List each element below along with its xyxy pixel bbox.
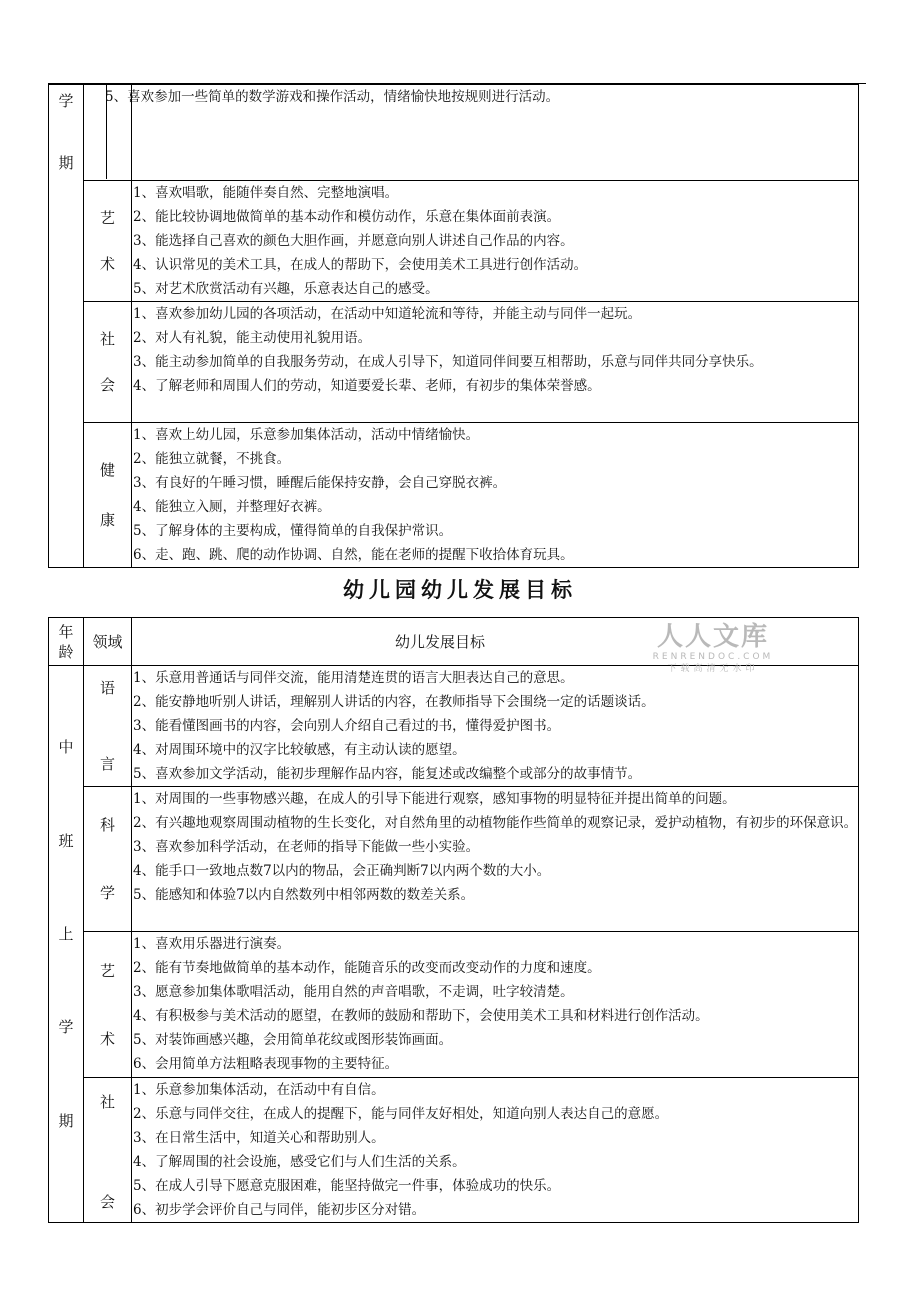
goals-cell [105, 85, 859, 181]
goal-item: 3、在日常生活中，知道关心和帮助别人。 [133, 1129, 385, 1146]
goal-item: 5、了解身体的主要构成，懂得简单的自我保护常识。 [133, 523, 453, 539]
domain-char: 健 [99, 461, 115, 479]
goal-item: 2、对人有礼貌，能主动使用礼貌用语。 [133, 330, 372, 346]
development-goals-table [48, 617, 859, 1223]
domain-char: 会 [99, 376, 115, 394]
goal-item: 1、乐意用普通话与同伴交流，能用清楚连贯的语言大胆表达自己的意思。 [133, 670, 574, 686]
domain-char: 社 [99, 330, 115, 348]
continued-goals-table [48, 84, 859, 568]
domain-char: 术 [99, 255, 115, 273]
domain-char: 艺 [99, 209, 115, 227]
page-title: 幼儿园幼儿发展目标 [343, 578, 577, 602]
header-age: 年龄 [49, 618, 84, 666]
domain-char: 语 [99, 679, 115, 698]
goal-item: 3、能主动参加简单的自我服务劳动，在成人引导下，知道同伴间要互相帮助，乐意与同伴共同分享快乐。 [133, 354, 763, 370]
goal-item: 1、喜欢唱歌，能随伴奏自然、完整地演唱。 [133, 185, 399, 201]
goal-item: 4、对周围环境中的汉字比较敏感，有主动认读的愿望。 [133, 742, 466, 758]
grade-cell [49, 85, 84, 568]
domain-cell-social [84, 302, 132, 423]
goals-cell [132, 423, 859, 568]
goal-item: 3、喜欢参加科学活动，在老师的指导下能做一些小实验。 [133, 839, 480, 856]
goals-cell [132, 302, 859, 423]
domain-char: 学 [99, 884, 115, 903]
goal-item: 1、喜欢用乐器进行演奏。 [133, 936, 291, 953]
domain-char: 术 [99, 1029, 115, 1048]
domain-char: 言 [99, 755, 115, 774]
grade-char: 上 [58, 924, 74, 943]
grade-cell [49, 666, 84, 1223]
goal-item: 6、走、跑、跳、爬的动作协调、自然，能在老师的提醒下收拾体育玩具。 [133, 547, 574, 563]
domain-char: 艺 [99, 961, 115, 980]
grade-char: 期 [58, 1111, 74, 1130]
grade-char: 学 [58, 92, 74, 110]
goal-item: 2、能独立就餐，不挑食。 [133, 451, 291, 467]
domain-cell-science [84, 787, 132, 932]
goal-item: 3、愿意参加集体歌唱活动，能用自然的声音唱歌，不走调，吐字较清楚。 [133, 984, 574, 1001]
goal-item: 4、有积极参与美术活动的愿望，在教师的鼓励和帮助下，会使用美术工具和材料进行创作活动。 [133, 1008, 709, 1025]
goal-item: 1、喜欢参加幼儿园的各项活动，在活动中知道轮流和等待，并能主动与同伴一起玩。 [133, 306, 642, 322]
goal-item: 3、能选择自己喜欢的颜色大胆作画，并愿意向别人讲述自己作品的内容。 [133, 233, 574, 249]
goal-item: 2、能有节奏地做简单的基本动作，能随音乐的改变而改变动作的力度和速度。 [133, 960, 601, 977]
domain-cell-social [84, 1077, 132, 1222]
goal-item: 5、能感知和体验7以内自然数列中相邻两数的数差关系。 [133, 887, 475, 904]
domain-cell-art [84, 181, 132, 302]
goal-item: 1、对周围的一些事物感兴趣，在成人的引导下能进行观察，感知事物的明显特征并提出简单的问题。 [133, 791, 736, 808]
goal-item: 6、初步学会评价自己与同伴，能初步区分对错。 [133, 1201, 426, 1218]
goal-item: 2、有兴趣地观察周围动植物的生长变化，对自然角里的动植物能作些简单的观察记录，爱护动植物，有初步的环保意识。 [133, 815, 858, 832]
goals-cell [132, 1077, 859, 1222]
goal-item: 5、喜欢参加文学活动，能初步理解作品内容，能复述或改编整个或部分的故事情节。 [133, 766, 642, 782]
goal-item: 2、能比较协调地做简单的基本动作和模仿动作，乐意在集体面前表演。 [133, 209, 561, 225]
goal-item: 5、在成人引导下愿意克服困难，能坚持做完一件事，体验成功的快乐。 [133, 1177, 561, 1194]
goal-item: 1、乐意参加集体活动，在活动中有自信。 [133, 1081, 385, 1098]
goal-item: 5、喜欢参加一些简单的数学游戏和操作活动，情绪愉快地按规则进行活动。 [105, 89, 560, 105]
goal-item: 1、喜欢上幼儿园，乐意参加集体活动，活动中情绪愉快。 [133, 427, 480, 443]
goal-item: 4、能手口一致地点数7以内的物品，会正确判断7以内两个数的大小。 [133, 863, 551, 880]
goal-item: 4、能独立入厕，并整理好衣裤。 [133, 499, 331, 515]
goals-cell [132, 666, 859, 787]
watermark [648, 622, 778, 675]
grade-char: 学 [58, 1018, 74, 1037]
domain-char: 科 [99, 816, 115, 835]
goals-cell [132, 932, 859, 1077]
goal-item: 5、对艺术欣赏活动有兴趣，乐意表达自己的感受。 [133, 281, 439, 297]
domain-char: 社 [99, 1092, 115, 1111]
goal-item: 2、乐意与同伴交往，在成人的提醒下，能与同伴友好相处，知道向别人表达自己的意愿。 [133, 1105, 669, 1122]
grade-char: 期 [58, 154, 74, 172]
domain-char: 康 [99, 511, 115, 529]
grade-char: 中 [58, 738, 74, 757]
domain-cell-language [84, 666, 132, 787]
domain-cell-art [84, 932, 132, 1077]
goal-item: 4、认识常见的美术工具，在成人的帮助下，会使用美术工具进行创作活动。 [133, 257, 588, 273]
header-goals: 幼儿发展目标 [132, 618, 859, 666]
header-domain: 领域 [84, 618, 132, 666]
domain-char: 会 [99, 1192, 115, 1211]
watermark-sub: 下载高清无水印 [667, 664, 759, 674]
watermark-domain: RENRENDOC.COM [652, 652, 774, 662]
goal-item: 2、能安静地听别人讲话，理解别人讲话的内容，在教师指导下会围绕一定的话题谈话。 [133, 694, 655, 710]
goal-item: 5、对装饰画感兴趣，会用简单花纹或图形装饰画面。 [133, 1032, 453, 1049]
watermark-main: 人人文库 [656, 622, 769, 652]
goal-item: 4、了解周围的社会设施，感受它们与人们生活的关系。 [133, 1153, 466, 1170]
grade-char: 班 [58, 831, 74, 850]
goal-item: 3、有良好的午睡习惯，睡醒后能保持安静，会自己穿脱衣裤。 [133, 475, 507, 491]
goal-item: 3、能看懂图画书的内容，会向别人介绍自己看过的书，懂得爱护图书。 [133, 718, 561, 734]
goals-cell [132, 181, 859, 302]
goal-item: 4、了解老师和周围人们的劳动，知道要爱长辈、老师，有初步的集体荣誉感。 [133, 378, 601, 394]
goal-item: 6、会用简单方法粗略表现事物的主要特征。 [133, 1056, 399, 1073]
domain-cell-health [84, 423, 132, 568]
goals-cell [132, 787, 859, 932]
